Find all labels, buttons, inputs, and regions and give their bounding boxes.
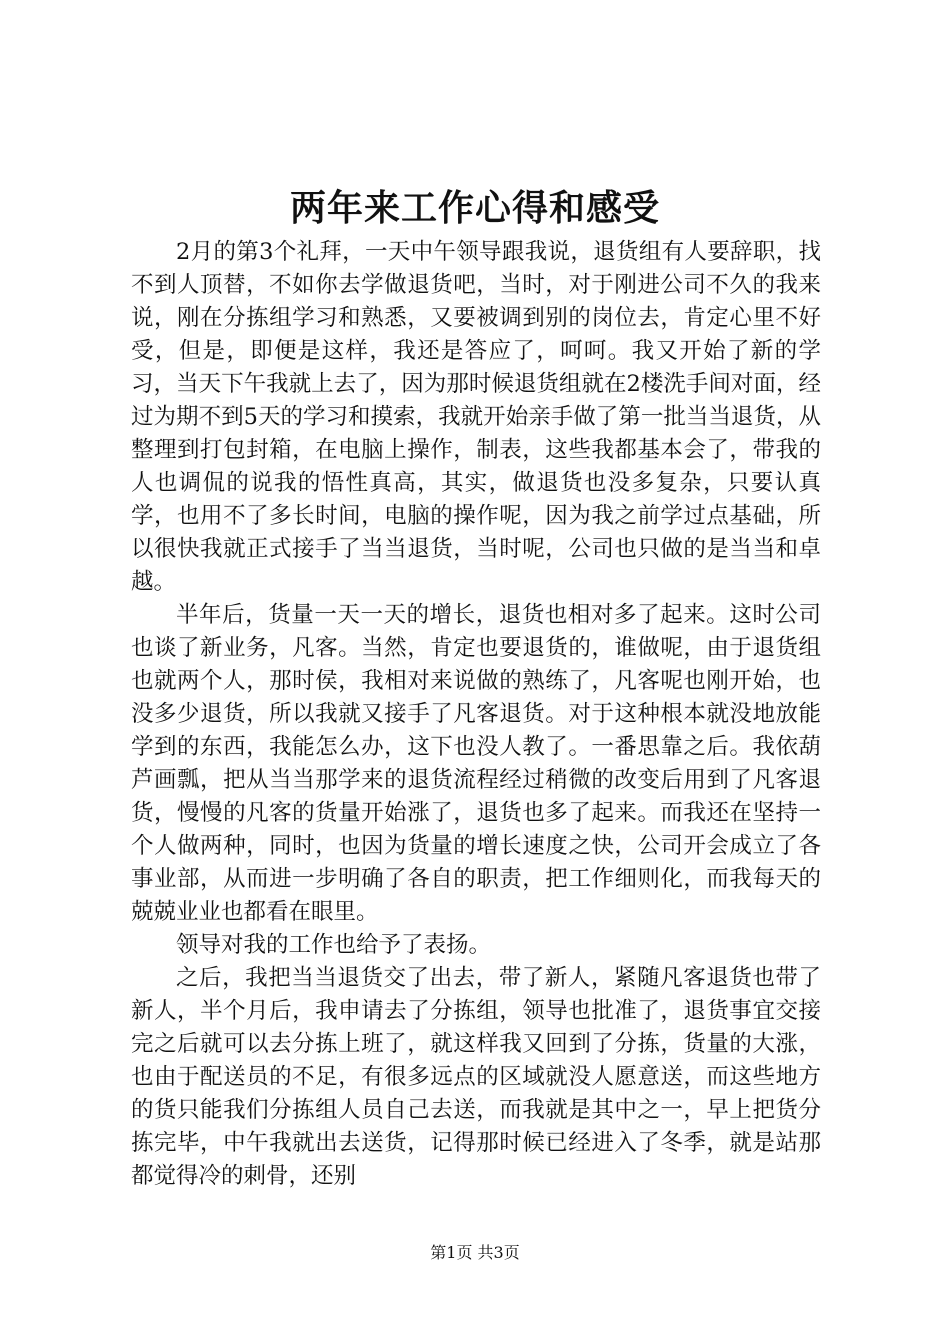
paragraph-3: 领导对我的工作也给予了表扬。 (176, 932, 492, 958)
page-number-footer: 第1页 共3页 (430, 1243, 520, 1262)
document-title: 两年来工作心得和感受 (289, 187, 660, 229)
paragraph-2: 半年后，货量一天一天的增长，退货也相对多了起来。这时公司也谈了新业务，凡客。当然，肯定也要退货的，谁做呢，由于退货组也就两个人，那时侯，我相对来说做的熟练了，凡客呢也刚开始，也没多少退货，所以我就又接手了凡客退货。对于这种根本就没地放能学到的东西，我能怎么办，这下也没人教了。一番思靠之后。我依葫芦画瓢，把从当当那学来的退货流程经过稍微的改变后用到了凡客退货，慢慢的凡客的货量开始涨了，退货也多了起来。而我还在坚持一个人做两种，同时，也因为货量的增长速度之快，公司开会成立了各事业部，从而进一步明确了各自的职责，把工作细则化，而我每天的兢兢业业也都看在眼里。 (131, 602, 821, 925)
document-body (131, 236, 821, 1193)
paragraph-4: 之后，我把当当退货交了出去，带了新人，紧随凡客退货也带了新人，半个月后，我申请去了分拣组，领导也批准了，退货事宜交接完之后就可以去分拣上班了，就这样我又回到了分拣，货量的大涨，也由于配送员的不足，有很多远点的区域就没人愿意送，而这些地方的货只能我们分拣组人员自己去送，而我就是其中之一，早上把货分拣完毕，中午我就出去送货，记得那时候已经进入了冬季，就是站那都觉得冷的刺骨，还别 (131, 965, 821, 1189)
paragraph-1: 2月的第3个礼拜，一天中午领导跟我说，退货组有人要辞职，找不到人顶替，不如你去学做退货吧，当时，对于刚进公司不久的我来说，刚在分拣组学习和熟悉，又要被调到别的岗位去，肯定心里不好受，但是，即便是这样，我还是答应了，呵呵。我又开始了新的学习，当天下午我就上去了，因为那时候退货组就在2楼洗手间对面，经过为期不到5天的学习和摸索，我就开始亲手做了第一批当当退货，从整理到打包封箱，在电脑上操作，制表，这些我都基本会了，带我的人也调侃的说我的悟性真高，其实，做退货也没多复杂，只要认真学，也用不了多长时间，电脑的操作呢，因为我之前学过点基础，所以很快我就正式接手了当当退货，当时呢，公司也只做的是当当和卓越。 (131, 239, 821, 595)
